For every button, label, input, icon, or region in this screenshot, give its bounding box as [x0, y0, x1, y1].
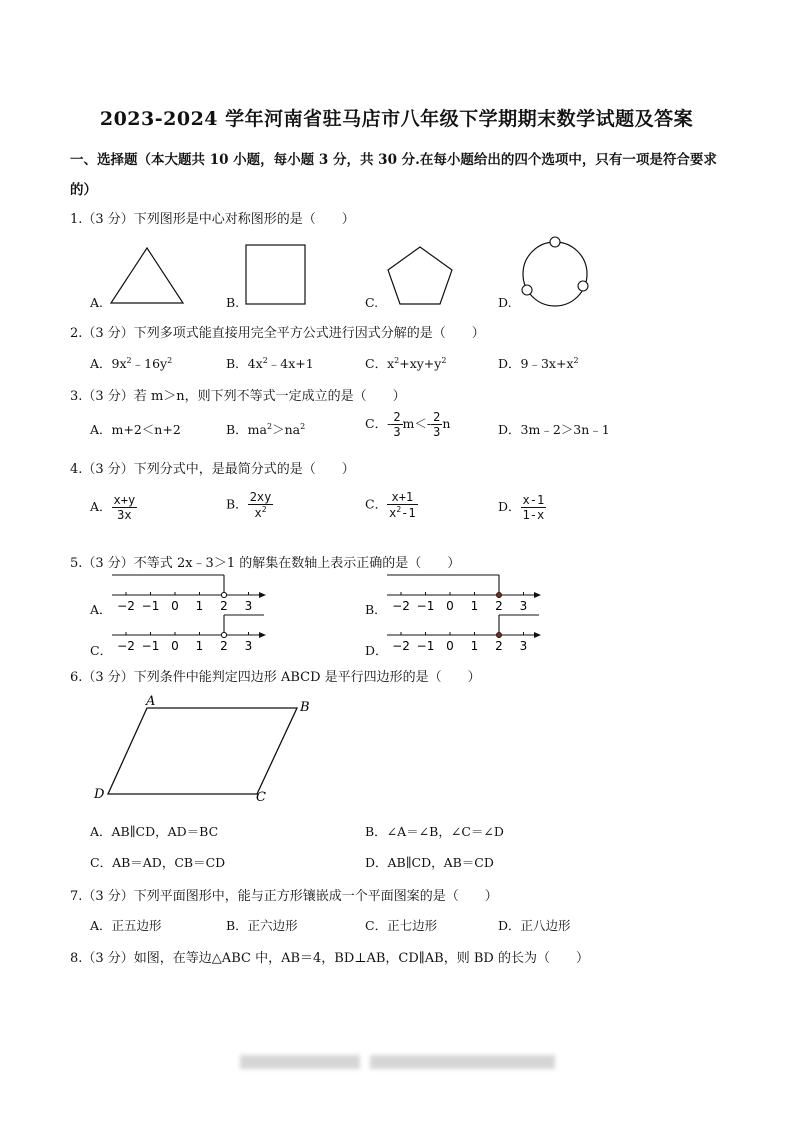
tick-label: 0 — [446, 639, 454, 653]
q6-option-a[interactable]: A．AB∥CD，AD＝BC — [90, 824, 219, 839]
q3-option-a[interactable]: A．m+2＜n+2 — [90, 422, 181, 437]
tick-label: 3 — [519, 599, 528, 613]
tick-label: −2 — [117, 599, 135, 613]
tick-label: −1 — [141, 639, 160, 653]
tick-label: 1 — [470, 639, 479, 653]
tick-label: −1 — [416, 639, 435, 653]
q6-option-d[interactable]: D．AB∥CD，AB＝CD — [365, 855, 494, 870]
q7-option-a[interactable]: A．正五边形 — [90, 918, 162, 933]
section-heading: 一、选择题（本大题共 10 小题，每小题 3 分，共 30 分.在每小题给出的四个选项中，只有一项是符合要求的） — [70, 152, 717, 198]
tick-label: −2 — [392, 639, 410, 653]
tick-label: 2 — [220, 599, 228, 613]
tick-label: 3 — [519, 639, 528, 653]
tick-label: −1 — [141, 599, 160, 613]
tick-label: 0 — [446, 599, 454, 613]
q7-option-d[interactable]: D．正八边形 — [498, 918, 571, 933]
question-1-stem: 1.（3 分）下列图形是中心对称图形的是（ ） — [70, 212, 355, 227]
q5-option-a[interactable]: A． — [90, 602, 112, 617]
tick-label: 1 — [195, 639, 204, 653]
q5-option-c[interactable]: C． — [90, 643, 113, 658]
tick-label: 2 — [495, 599, 503, 613]
q6-option-c[interactable]: C．AB＝AD，CB＝CD — [90, 855, 226, 870]
tick-label: 0 — [171, 639, 179, 653]
q1-option-d[interactable]: D. — [498, 295, 512, 310]
question-2-stem: 2.（3 分）下列多项式能直接用完全平方公式进行因式分解的是（ ） — [70, 326, 485, 341]
q4-option-a[interactable]: A． $\frac{x+y}{3x}$ — [90, 493, 136, 522]
tick-label: 1 — [195, 599, 204, 613]
page-title: 2023-2024 学年河南省驻马店市八年级下学期期末数学试题及答案 — [99, 108, 694, 130]
q3-option-c[interactable]: C．- $\frac{2}{3}$ m＜- $\frac{2}{3}$ n — [365, 410, 451, 439]
tick-label: 2 — [495, 639, 503, 653]
q1-option-a[interactable]: A. — [90, 295, 104, 310]
question-5-stem: 5.（3 分）不等式 2x﹣3＞1 的解集在数轴上表示正确的是（ ） — [70, 556, 461, 571]
q4-option-b[interactable]: B． $\frac{2xy}{x^2}$ — [226, 490, 272, 520]
vertex-a-label: A — [146, 694, 156, 709]
q2-option-b[interactable]: B．$4x^2﹣4x+1$ — [226, 355, 314, 371]
q2-option-c[interactable]: C．$x^2+xy+y^2$ — [365, 355, 447, 371]
q4-option-c[interactable]: C． $\frac{x+1}{x^2-1}$ — [365, 490, 416, 520]
q6-option-b[interactable]: B．∠A＝∠B，∠C＝∠D — [365, 824, 504, 839]
q3-option-d[interactable]: D．3m﹣2＞3n﹣1 — [498, 422, 610, 437]
question-4-stem: 4.（3 分）下列分式中，是最简分式的是（ ） — [70, 462, 355, 477]
tick-label: 3 — [244, 599, 253, 613]
vertex-b-label: B — [300, 700, 310, 715]
q5-option-d[interactable]: D． — [365, 643, 388, 658]
tick-label: 2 — [220, 639, 228, 653]
tick-label: 1 — [470, 599, 479, 613]
question-7-stem: 7.（3 分）下列平面图形中，能与正方形镶嵌成一个平面图案的是（ ） — [70, 889, 498, 904]
q1-option-b[interactable]: B. — [226, 295, 240, 310]
footer-watermark — [370, 1055, 555, 1069]
tick-label: 0 — [171, 599, 179, 613]
vertex-c-label: C — [256, 790, 266, 805]
vertex-d-label: D — [94, 787, 105, 802]
tick-label: −2 — [117, 639, 135, 653]
q3-option-b[interactable]: B．$ma^2>na^2$ — [226, 421, 306, 437]
q7-option-b[interactable]: B．正六边形 — [226, 918, 298, 933]
question-8-stem: 8.（3 分）如图，在等边△ABC 中，AB＝4，BD⊥AB，CD∥AB，则 BD 的长为（ ） — [70, 951, 589, 966]
q5-option-b[interactable]: B． — [365, 602, 387, 617]
tick-label: −1 — [416, 599, 435, 613]
tick-label: 3 — [244, 639, 253, 653]
q1-option-c[interactable]: C. — [365, 295, 379, 310]
q7-option-c[interactable]: C．正七边形 — [365, 918, 438, 933]
question-3-stem: 3.（3 分）若 m＞n，则下列不等式一定成立的是（ ） — [70, 389, 406, 404]
q2-option-a[interactable]: A．$9x^2﹣16y^2$ — [90, 355, 173, 371]
q4-option-d[interactable]: D． $\frac{x-1}{1-x}$ — [498, 493, 545, 522]
question-6-stem: 6.（3 分）下列条件中能判定四边形 ABCD 是平行四边形的是（ ） — [70, 670, 481, 685]
q2-option-d[interactable]: D．$9﹣3x+x^2$ — [498, 355, 579, 371]
footer-watermark — [240, 1055, 360, 1069]
tick-label: −2 — [392, 599, 410, 613]
